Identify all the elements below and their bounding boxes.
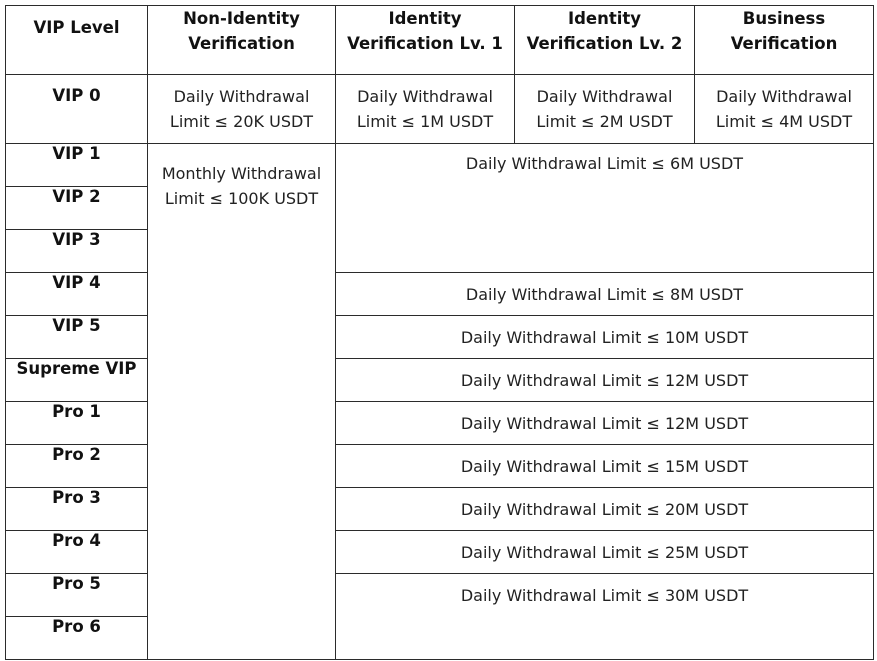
limit-cell-identity-lv2: Daily Withdrawal Limit ≤ 2M USDT — [515, 75, 695, 144]
limit-cell-identity-lv1: Daily Withdrawal Limit ≤ 1M USDT — [336, 75, 515, 144]
table-row — [6, 316, 874, 359]
level-cell: VIP 1 — [6, 144, 148, 187]
level-cell: Pro 6 — [6, 617, 148, 660]
table-row — [6, 531, 874, 574]
table-row — [6, 574, 874, 617]
header-vip-level: VIP Level — [6, 6, 148, 75]
table-row — [6, 75, 874, 144]
limit-cell-business: Daily Withdrawal Limit ≤ 4M USDT — [695, 75, 874, 144]
monthly-limit-text: Monthly Withdrawal Limit ≤ 100K USDT — [161, 164, 322, 208]
limit-cell-pro3: Daily Withdrawal Limit ≤ 20M USDT — [336, 488, 874, 531]
table-row — [6, 488, 874, 531]
level-cell: Supreme VIP — [6, 359, 148, 402]
header-row — [6, 6, 874, 75]
limit-cell-non-identity: Daily Withdrawal Limit ≤ 20K USDT — [148, 75, 336, 144]
table-row — [6, 273, 874, 316]
limit-cell-pro2: Daily Withdrawal Limit ≤ 15M USDT — [336, 445, 874, 488]
header-identity-lv2: Identity Verification Lv. 2 — [515, 6, 695, 75]
level-cell: VIP 0 — [6, 75, 148, 144]
level-cell: Pro 1 — [6, 402, 148, 445]
header-business: Business Verification — [695, 6, 874, 75]
level-cell: Pro 2 — [6, 445, 148, 488]
level-cell: VIP 2 — [6, 187, 148, 230]
table-row — [6, 445, 874, 488]
level-cell: Pro 3 — [6, 488, 148, 531]
limit-cell-vip5: Daily Withdrawal Limit ≤ 10M USDT — [336, 316, 874, 359]
limit-cell-vip4: Daily Withdrawal Limit ≤ 8M USDT — [336, 273, 874, 316]
limit-cell-vip1-3: Daily Withdrawal Limit ≤ 6M USDT — [336, 144, 874, 273]
level-cell: VIP 5 — [6, 316, 148, 359]
header-non-identity: Non-Identity Verification — [148, 6, 336, 75]
header-identity-lv1: Identity Verification Lv. 1 — [336, 6, 515, 75]
monthly-limit-cell — [148, 144, 336, 660]
table-row — [6, 144, 874, 187]
limit-cell-pro1: Daily Withdrawal Limit ≤ 12M USDT — [336, 402, 874, 445]
level-cell: Pro 4 — [6, 531, 148, 574]
limit-cell-supreme: Daily Withdrawal Limit ≤ 12M USDT — [336, 359, 874, 402]
limit-cell-pro5-6: Daily Withdrawal Limit ≤ 30M USDT — [336, 574, 874, 660]
level-cell: VIP 4 — [6, 273, 148, 316]
level-cell: VIP 3 — [6, 230, 148, 273]
table-row — [6, 402, 874, 445]
table-row — [6, 359, 874, 402]
limit-cell-pro4: Daily Withdrawal Limit ≤ 25M USDT — [336, 531, 874, 574]
withdrawal-limits-table — [5, 5, 874, 660]
level-cell: Pro 5 — [6, 574, 148, 617]
